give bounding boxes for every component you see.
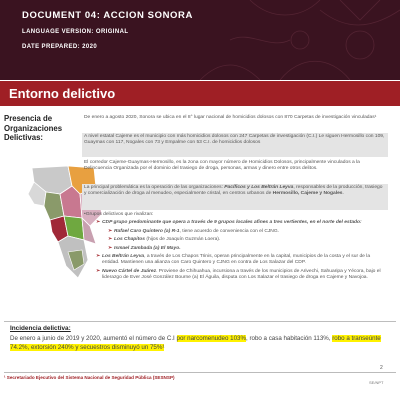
- arrow-bullet-icon: ➢: [96, 268, 101, 274]
- orgs-names: Pacíficos y Los Beltrán Leyva: [224, 185, 294, 190]
- orgs-places: Hermosillo, Cajeme y Nogales: [272, 191, 343, 197]
- document-title: DOCUMENT 04: ACCION SONORA: [22, 10, 193, 21]
- list-item-zambada: [108, 246, 386, 252]
- list-item-beltran-leyva: [96, 254, 386, 267]
- section-title-bar: [0, 81, 400, 106]
- arrow-bullet-icon: ➢: [108, 245, 113, 251]
- cdp-text: CDP grupo predominante que opera a través de 9 grupos locales afines a tres vertientes, en el norte del estado:: [102, 220, 362, 226]
- arrow-bullet-icon: ➢: [108, 228, 113, 234]
- info-block-municipalities: [82, 133, 388, 157]
- date-prepared: DATE PREPARED: 2020: [22, 44, 98, 50]
- list-item-cartel-juarez: [96, 269, 386, 282]
- orgs-end: .: [342, 191, 344, 197]
- juarez-text: . Proviene de Chihuahua, incursiona a través de los municipios de Arivechi, Sahuaripa y Yécora, bajo el liderazgo de Ever José González Bourne (a) El Águila, disputa con Los Salazar el trasiego de droga en Cajeme y Navojoa.: [102, 268, 381, 280]
- beltran-name: Los Beltrán Leyva: [102, 253, 145, 259]
- info-text: De enero a agosto 2020, Sonora se ubica en el 8° lugar nacional de homicidios dolosos con 870 Carpetas de investigación vinculadas¹: [84, 115, 377, 120]
- footer-divider: [4, 372, 396, 373]
- chapitos-text: (hijos de Joaquín Guzmán Loera).: [144, 237, 221, 243]
- incidence-label: Incidencia delictiva:: [10, 325, 71, 332]
- info-block-corridor: [82, 159, 388, 182]
- info-text: A nivel estatal Cajeme es el municipio con más homicidios dolosos con 247 Carpetas de investigación (C.I.) Le siguen Hermosillo con 109, Guaymas con 117, Nogales con 73 y Empalme con 53 C.I. de homicidios dolosos: [84, 134, 385, 146]
- arrow-bullet-icon: ➢: [108, 237, 113, 243]
- info-text: [82, 184, 388, 199]
- language-version: LANGUAGE VERSION: ORIGINAL: [22, 29, 129, 35]
- section-divider: [4, 321, 396, 322]
- section-left-label: Presencia de Organizaciones Delictivas:: [4, 114, 63, 143]
- info-block-homicides-ranking: [82, 114, 388, 131]
- info-block-organizations: [82, 184, 388, 210]
- incidence-text-2: , robo a casa habitación 113%,: [246, 335, 333, 342]
- list-item-chapitos: [108, 237, 386, 243]
- rcq-text: , tiene acuerdo de conveniencia con el CJNG.: [179, 228, 280, 234]
- arrow-bullet-icon: ➢: [96, 220, 101, 226]
- orgs-mid: , responsables de la producción, trasiego y comercialización de droga al menudeo, especialmente cristal, en centros urbanos de: [84, 185, 383, 197]
- arrow-bullet-icon: ➢: [96, 253, 101, 259]
- section-title: Entorno delictivo: [9, 86, 116, 101]
- footnote: ¹ Secretariado Ejecutivo del Sistema Nacional de Seguridad Pública (SESNSP): [4, 375, 175, 380]
- incidence-highlight-1: por narcomenudeo 103%: [176, 335, 246, 342]
- corner-code: SE/NPT: [369, 380, 384, 385]
- zambada-text: Ismael Zambada (a) El Mayo.: [114, 245, 181, 251]
- info-block-rival-groups: [82, 211, 388, 317]
- incidence-highlight-2: robo a transeúnte 74.2%, extorsión 240% y secuestros disminuyó un 75%¹: [10, 335, 381, 352]
- beltran-text: , a través de Los Chapos Trinis, operan principalmente en la capital, municipios de la costa y el sur de la entidad. Mantienen una alianza con Caro Quintero y CJNG en contra de Los Salazar del CDP.: [102, 253, 371, 266]
- juarez-name: Nuevo Cártel de Juárez: [102, 268, 157, 274]
- rcq-name: Rafael Caro Quintero (a) R-1: [114, 228, 180, 234]
- groups-intro: •Grupos delictivos que rivalizan:: [84, 212, 154, 217]
- list-item-caro-quintero: [108, 229, 386, 235]
- page-number: 2: [380, 365, 383, 371]
- document-header: [0, 0, 400, 80]
- list-item-cdp: [96, 220, 386, 226]
- info-text: El corredor Cajeme-Guaymas-Hermosillo, es la zona con mayor número de Homicidios Dolosos, principalmente vinculados a la Delincuencia Organizada por el dominio del trasiego de droga, personas, armas y dinero entre otros delitos.: [84, 160, 360, 172]
- incidence-paragraph: [10, 334, 382, 353]
- incidence-text-1: De enero a junio de 2019 y 2020, aumentó el número de C.I: [10, 335, 177, 342]
- orgs-intro: La principal problemática es la operación de las organizaciones:: [84, 185, 225, 190]
- chapitos-name: Los Chapitos: [114, 237, 145, 243]
